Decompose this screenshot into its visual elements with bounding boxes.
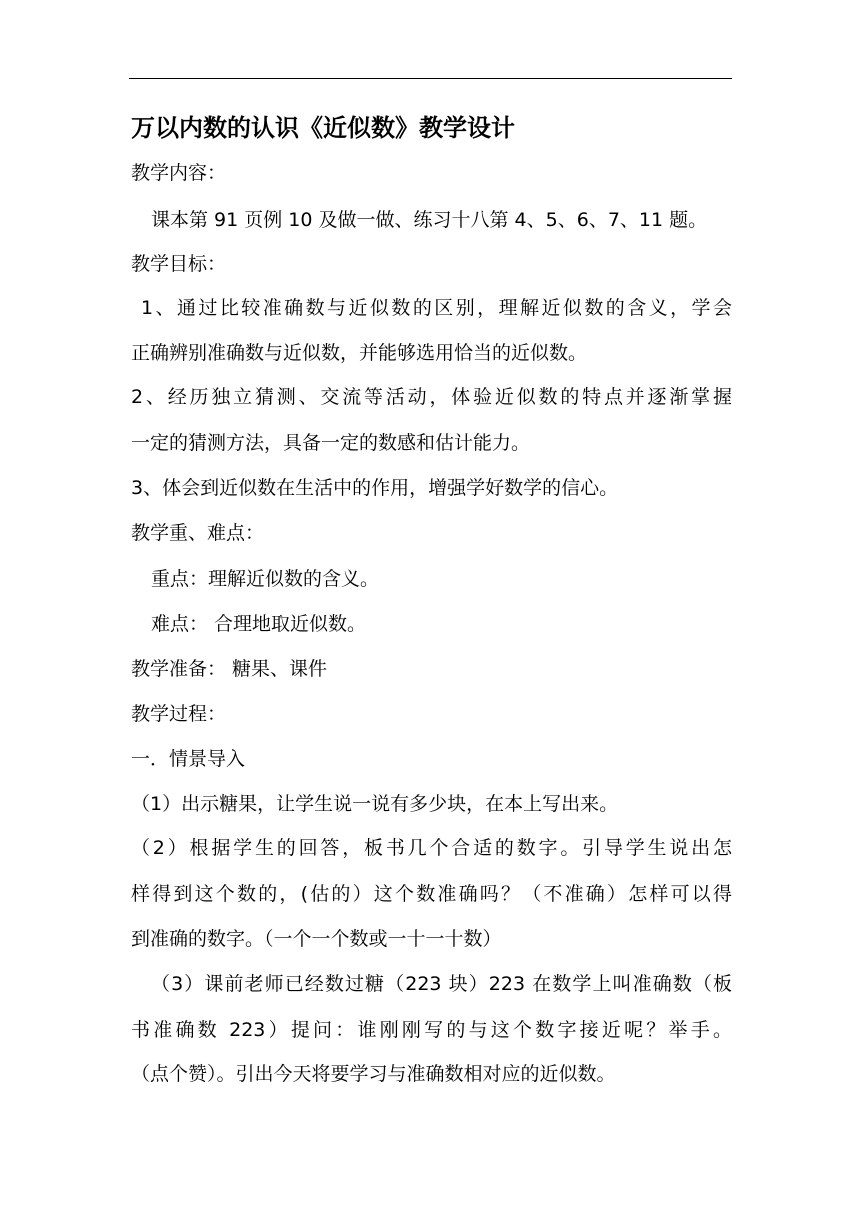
objective-3: 3、体会到近似数在生活中的作用，增强学好数学的信心。 bbox=[131, 477, 619, 499]
step-2-line-1: （2）根据学生的回答，板书几个合适的数字。引导学生说出怎 bbox=[131, 837, 732, 859]
objective-2-line-2: 一定的猜测方法，具备一定的数感和估计能力。 bbox=[131, 432, 531, 454]
objective-1-line-2: 正确辨别准确数与近似数，并能够选用恰当的近似数。 bbox=[131, 342, 588, 364]
content-text: 课本第 91 页例 10 及做一做、练习十八第 4、5、6、7、11 题。 bbox=[151, 209, 708, 231]
objective-1-line-1: 1、通过比较准确数与近似数的区别，理解近似数的含义，学会 bbox=[141, 297, 732, 319]
step-3-line-3: （点个赞）。引出今天将要学习与准确数相对应的近似数。 bbox=[131, 1063, 616, 1085]
section-heading-key-points: 教学重、难点： bbox=[131, 522, 265, 544]
section-heading-preparation: 教学准备： 糖果、课件 bbox=[131, 658, 328, 680]
step-2-line-2: 样得到这个数的，(估的）这个数准确吗？（不准确）怎样可以得 bbox=[131, 883, 732, 905]
section-heading-objectives: 教学目标： bbox=[131, 253, 227, 275]
document-title: 万以内数的认识《近似数》教学设计 bbox=[131, 114, 515, 142]
difficult-point: 难点： 合理地取近似数。 bbox=[151, 613, 367, 635]
step-3-line-1: （3）课前老师已经数过糖（223 块）223 在数学上叫准确数（板 bbox=[151, 973, 732, 995]
step-1: （1）出示糖果，让学生说一说有多少块，在本上写出来。 bbox=[131, 793, 619, 815]
key-point: 重点：理解近似数的含义。 bbox=[151, 568, 380, 590]
section-heading-process: 教学过程： bbox=[131, 703, 227, 725]
step-2-line-3: 到准确的数字。（一个一个数或一十一十数） bbox=[131, 928, 502, 950]
section-heading-content: 教学内容： bbox=[131, 162, 227, 184]
subsection-heading-intro: 一．情景导入 bbox=[131, 748, 246, 770]
step-3-line-2: 书准确数 223）提问：谁刚刚写的与这个数字接近呢？举手。 bbox=[131, 1019, 732, 1041]
header-rule bbox=[129, 78, 732, 79]
objective-2-line-1: 2、经历独立猜测、交流等活动，体验近似数的特点并逐渐掌握 bbox=[131, 386, 732, 408]
